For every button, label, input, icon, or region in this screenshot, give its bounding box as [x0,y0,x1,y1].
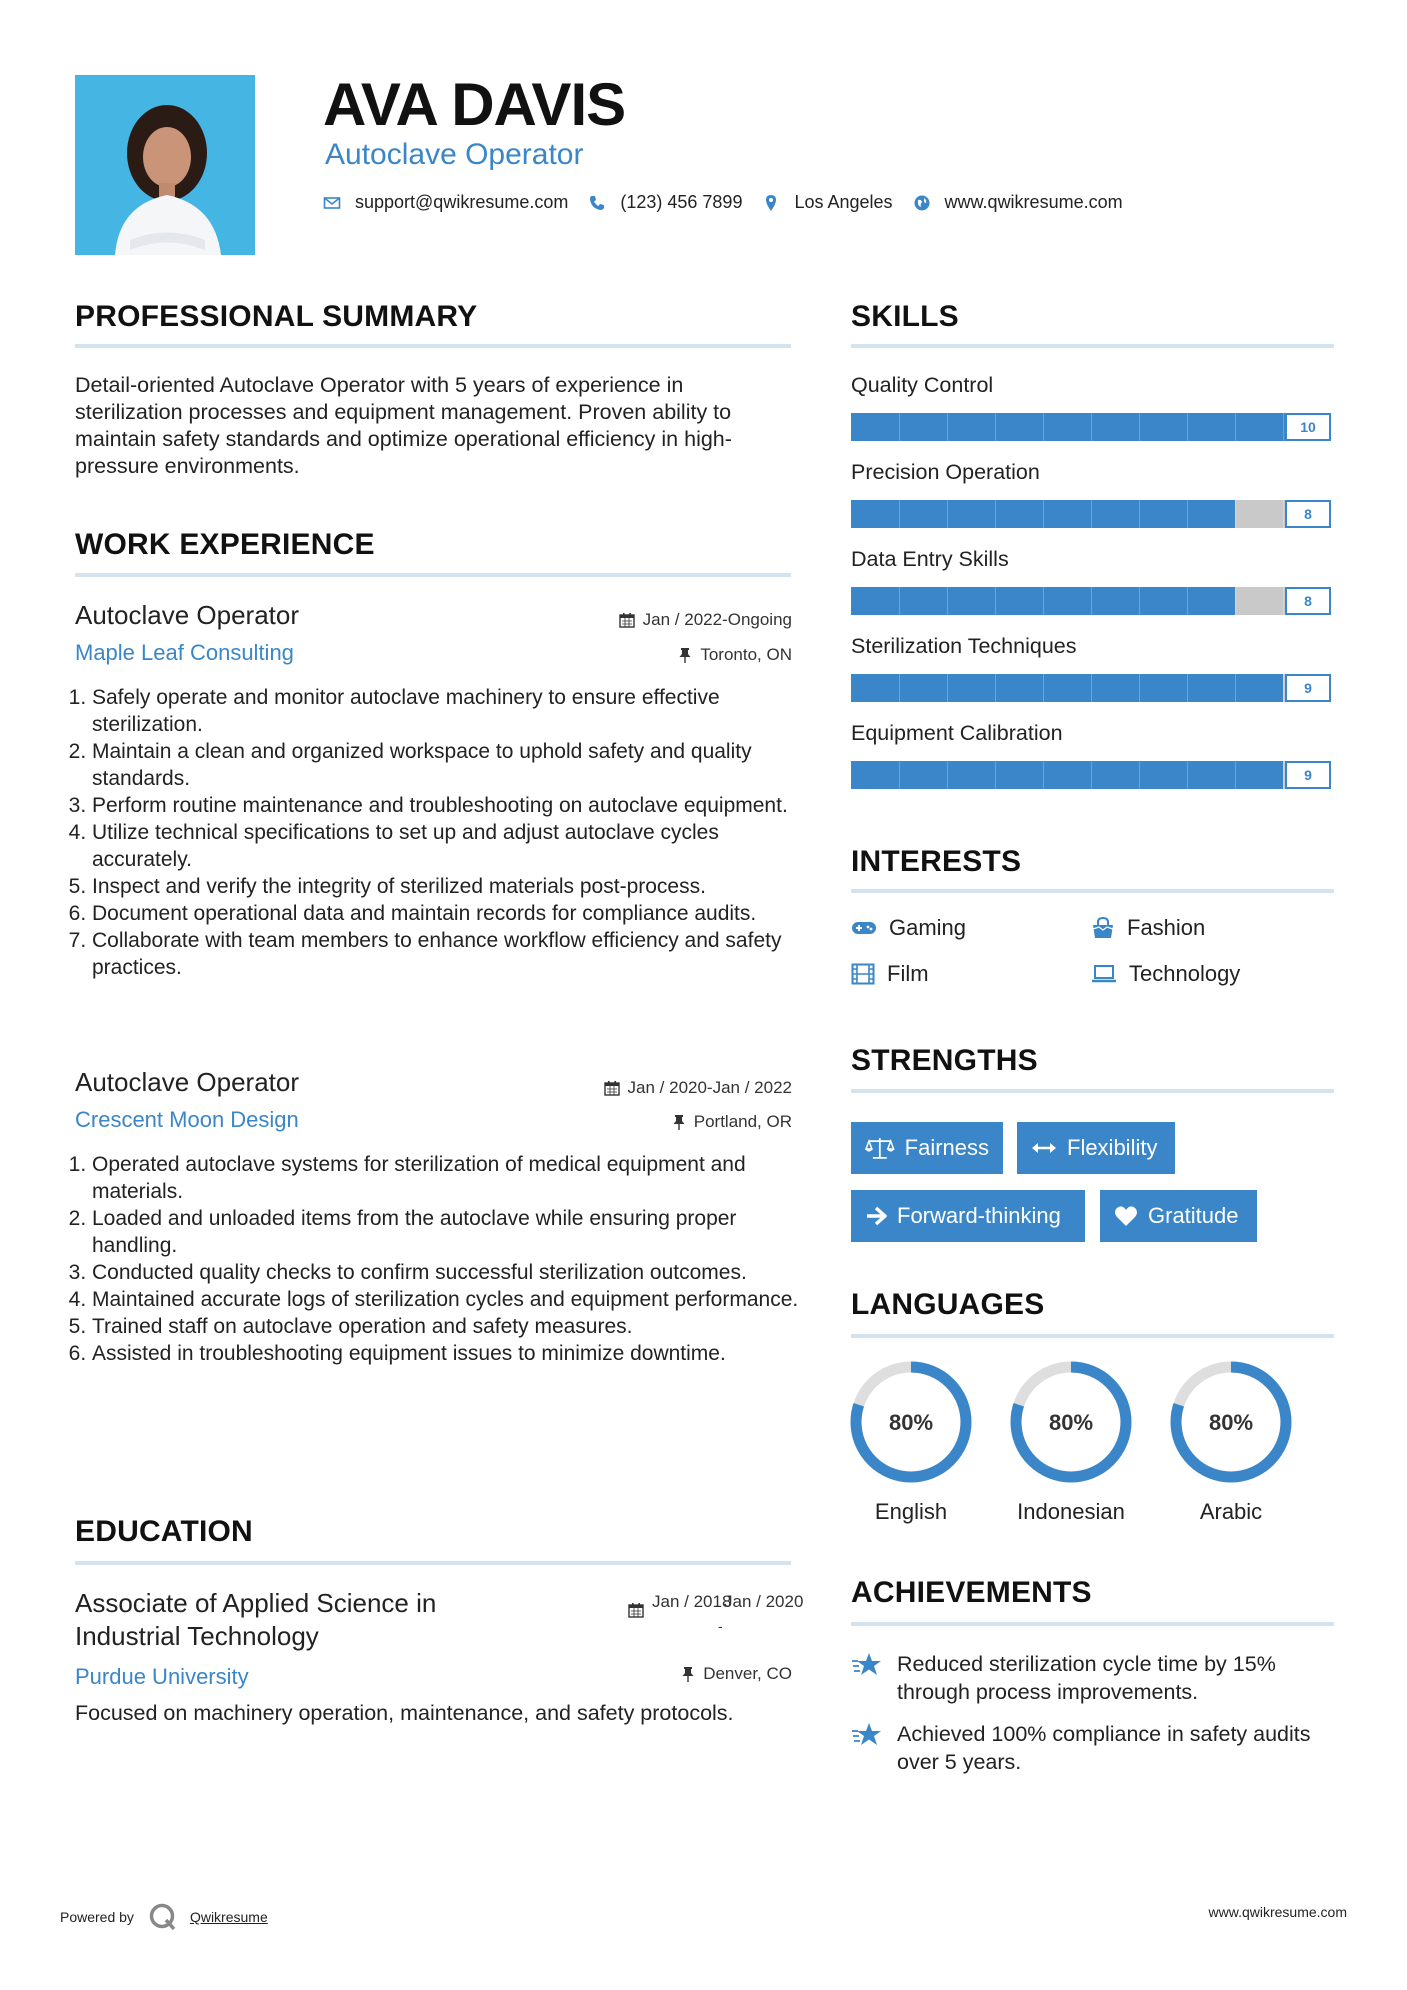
skills-heading: SKILLS [851,300,959,333]
achievement-text: Achieved 100% compliance in safety audits over 5 years. [897,1722,1311,1774]
interest-item [851,915,966,941]
skill-bar-segment [1043,674,1044,702]
interest-item [851,961,929,987]
skill-bar-fill [851,674,1283,702]
list-item: 2. Loaded and unloaded items from the autoclave while ensuring proper handling. [92,1205,812,1259]
strength-badge [1100,1190,1257,1242]
skill-bar-segment [1139,674,1140,702]
skill-bar-segment [995,500,996,528]
shopping-bag-icon [1091,917,1115,939]
skill-bar-segment [1235,761,1236,789]
skill-bar-segment [1283,413,1284,441]
skill-bar-segment [1091,674,1092,702]
skill-bar-segment [1187,674,1188,702]
skill-bar [851,761,1331,789]
language-ring [849,1360,973,1484]
job-date [604,1078,792,1098]
language-item [1169,1360,1293,1525]
skill-bar-segment [1235,500,1236,528]
strength-label: Flexibility [1067,1135,1158,1160]
education-heading: EDUCATION [75,1515,253,1548]
skill-bar-segment [947,413,948,441]
skill-bar-segment [1187,761,1188,789]
job-location [672,1112,792,1132]
skill-bar-segment [1091,761,1092,789]
skill-name: Data Entry Skills [851,547,1009,571]
skill-name: Sterilization Techniques [851,634,1077,658]
arrow-right-icon [865,1206,887,1226]
skill-value: 10 [1285,413,1331,441]
list-item: 3. Perform routine maintenance and troubleshooting on autoclave equipment. [92,792,812,819]
job-date-text: Jan / 2020-Jan / 2022 [627,1078,792,1097]
job-company: Crescent Moon Design [75,1107,299,1132]
language-name: Indonesian [1017,1499,1125,1524]
skill-bar [851,413,1331,441]
envelope-icon [323,194,341,212]
star-icon [851,1722,883,1748]
laptop-icon [1091,964,1117,984]
phone-icon [588,194,606,212]
strength-label: Forward-thinking [897,1203,1061,1228]
list-item: 6. Assisted in troubleshooting equipment issues to minimize downtime. [92,1340,812,1367]
star-icon [851,1652,883,1678]
languages-divider [851,1334,1334,1338]
summary-text: Detail-oriented Autoclave Operator with 5 years of experience in sterilization processes and equipment management. Proven ability to maintain safety standards and optimize operational efficiency in high-pressure environments. [75,373,732,478]
interests-divider [851,889,1334,893]
calendar-icon [628,1602,644,1618]
achievement-item [851,1720,1321,1776]
footer-powered-by [60,1902,268,1932]
strength-badge [1017,1122,1175,1174]
candidate-name: AVA DAVIS [323,71,626,138]
job-location-text: Toronto, ON [700,645,792,664]
skill-bar-segment [1043,587,1044,615]
arrows-horizontal-icon [1031,1140,1057,1156]
portrait-image [75,75,255,255]
skill-name: Quality Control [851,373,994,397]
degree-title: Associate of Applied Science in Industrial Technology [75,1588,437,1651]
skill-bar [851,674,1331,702]
skill-bar-segment [1283,587,1284,615]
skill-bar-segment [899,761,900,789]
interest-label: Gaming [889,915,967,940]
pushpin-icon [681,1666,695,1682]
strength-badge [851,1122,1003,1174]
profile-photo [75,75,255,255]
strength-label: Fairness [904,1135,989,1160]
skill-bar-segment [1283,761,1284,789]
summary-heading: PROFESSIONAL SUMMARY [75,300,478,333]
school-name: Purdue University [75,1664,249,1689]
globe-icon [913,194,931,212]
skill-bar-segment [1283,674,1284,702]
education-location-text: Denver, CO [703,1664,792,1683]
job-responsibilities [70,684,812,981]
job-location [678,645,792,665]
language-ring [1169,1360,1293,1484]
skill-bar-segment [947,587,948,615]
language-item [849,1360,973,1525]
pushpin-icon [678,647,692,663]
achievement-item [851,1650,1321,1706]
strengths-heading: STRENGTHS [851,1044,1038,1077]
interest-label: Fashion [1127,915,1206,940]
strengths-divider [851,1089,1334,1093]
calendar-icon [604,1080,620,1096]
skill-bar-segment [1235,413,1236,441]
language-name: English [874,1499,948,1524]
contact-email[interactable]: support@qwikresume.com [355,192,569,212]
skill-bar-segment [1187,413,1188,441]
strength-badge [851,1190,1085,1242]
list-item: 4. Utilize technical specifications to set up and adjust autoclave cycles accurately. [92,819,812,873]
job-title: Autoclave Operator [75,600,300,630]
skill-bar-segment [1091,587,1092,615]
skill-name: Precision Operation [851,460,1040,484]
interest-item [1091,915,1205,941]
skill-bar-segment [899,587,900,615]
job-company: Maple Leaf Consulting [75,640,294,665]
list-item: 6. Document operational data and maintain records for compliance audits. [92,900,812,927]
skill-bar-segment [1091,413,1092,441]
heart-icon [1114,1205,1138,1227]
pushpin-icon [672,1114,686,1130]
skill-value: 9 [1285,674,1331,702]
education-start-date: Jan / 2018 [652,1592,732,1611]
skill-value: 8 [1285,587,1331,615]
skill-bar-segment [995,674,996,702]
interest-item [1091,961,1240,987]
language-percent: 80% [1208,1410,1254,1435]
candidate-job-title: Autoclave Operator [325,138,584,171]
balance-scale-icon [865,1137,895,1159]
gamepad-icon [851,919,877,937]
contact-bar [323,192,1143,213]
job-responsibilities [70,1151,812,1367]
date-separator: - [718,1618,723,1634]
education-description: Focused on machinery operation, maintenance, and safety protocols. [75,1701,734,1725]
skill-bar-segment [899,413,900,441]
list-item: 1. Safely operate and monitor autoclave machinery to ensure effective sterilization. [92,684,812,738]
language-percent: 80% [1048,1410,1094,1435]
education-divider [75,1561,791,1565]
list-item: 5. Trained staff on autoclave operation and safety measures. [92,1313,812,1340]
achievements-divider [851,1622,1334,1626]
interest-label: Technology [1129,961,1241,986]
contact-website[interactable]: www.qwikresume.com [944,192,1123,212]
skill-value: 8 [1285,500,1331,528]
experience-divider [75,573,791,577]
skill-bar-segment [995,761,996,789]
footer-website[interactable]: www.qwikresume.com [1208,1904,1347,1920]
language-ring [1009,1360,1133,1484]
list-item: 1. Operated autoclave systems for sterilization of medical equipment and materials. [92,1151,812,1205]
contact-location: Los Angeles [794,192,893,212]
languages-heading: LANGUAGES [851,1288,1045,1321]
list-item: 4. Maintained accurate logs of sterilization cycles and equipment performance. [92,1286,812,1313]
skill-bar-segment [1043,413,1044,441]
skill-bar-segment [1235,587,1236,615]
list-item: 5. Inspect and verify the integrity of sterilized materials post-process. [92,873,812,900]
skill-bar-segment [995,587,996,615]
skill-bar-fill [851,761,1283,789]
skill-bar-segment [947,761,948,789]
language-percent: 80% [888,1410,934,1435]
skill-bar-segment [1139,587,1140,615]
skill-bar-segment [947,674,948,702]
achievement-text: Reduced sterilization cycle time by 15% through process improvements. [897,1652,1276,1704]
list-item: 7. Collaborate with team members to enhance workflow efficiency and safety practices. [92,927,812,981]
skill-bar-segment [1283,500,1284,528]
job-location-text: Portland, OR [693,1112,792,1131]
skill-bar-segment [1139,413,1140,441]
job-title: Autoclave Operator [75,1067,300,1097]
skill-bar-segment [1139,761,1140,789]
language-name: Arabic [1199,1499,1263,1524]
job-date [619,610,792,630]
skill-bar-segment [1187,587,1188,615]
skill-bar-segment [1043,500,1044,528]
education-location [681,1664,792,1684]
calendar-icon [619,612,635,628]
powered-by-label: Powered by [60,1909,134,1925]
skill-bar-segment [947,500,948,528]
education-end-date: Jan / 2020 [724,1592,804,1611]
interests-heading: INTERESTS [851,845,1022,878]
list-item: 3. Conducted quality checks to confirm successful sterilization outcomes. [92,1259,812,1286]
skill-bar [851,500,1331,528]
contact-phone[interactable]: (123) 456 7899 [620,192,743,212]
job-date-text: Jan / 2022-Ongoing [642,610,792,629]
skill-bar-segment [995,413,996,441]
skills-divider [851,344,1334,348]
skill-bar [851,587,1331,615]
skill-bar-segment [1187,500,1188,528]
list-item: 2. Maintain a clean and organized workspace to uphold safety and quality standards. [92,738,812,792]
skill-bar-segment [1139,500,1140,528]
skill-value: 9 [1285,761,1331,789]
summary-divider [75,344,791,348]
skill-bar-segment [1043,761,1044,789]
interest-label: Film [887,961,929,986]
achievements-heading: ACHIEVEMENTS [851,1576,1092,1609]
experience-heading: WORK EXPERIENCE [75,528,375,561]
skill-bar-segment [1235,674,1236,702]
language-item [1009,1360,1133,1525]
strength-label: Gratitude [1148,1203,1239,1228]
qwikresume-logo-icon [148,1902,178,1932]
skill-bar-segment [899,500,900,528]
skill-bar-segment [1091,500,1092,528]
skill-name: Equipment Calibration [851,721,1063,745]
qwikresume-link[interactable]: Qwikresume [189,1909,268,1925]
map-pin-icon [762,194,780,212]
skill-bar-segment [899,674,900,702]
film-icon [851,963,875,985]
